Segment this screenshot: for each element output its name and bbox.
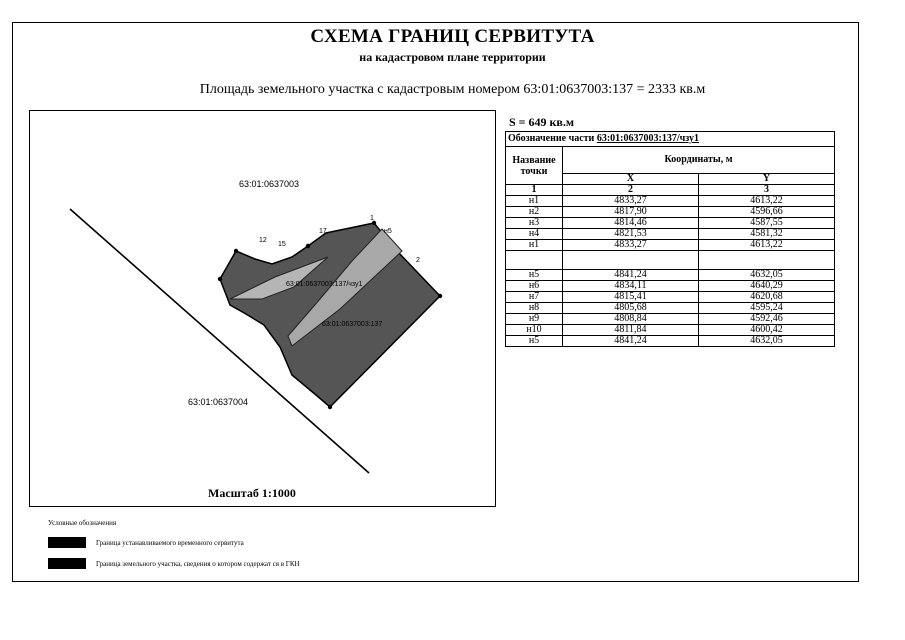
table-row: н4 4821,53 4581,32 (506, 229, 835, 240)
parcel-area-line: Площадь земельного участка с кадастровым номером 63:01:0637003:137 = 2333 кв.м (199, 82, 706, 97)
table-row: н5 4841,24 4632,05 (506, 336, 835, 347)
table-row: н7 4815,41 4620,68 (506, 292, 835, 303)
table-row: н6 4834,11 4640,29 (506, 281, 835, 292)
document-subtitle: на кадастровом плане территории (359, 50, 546, 64)
servitude-area: S = 649 кв.м (509, 115, 575, 129)
cadastral-map (29, 110, 496, 507)
legend-title: Условные обозначения (48, 519, 117, 527)
corner-marker (438, 294, 442, 298)
col-number: 3 (698, 185, 834, 196)
col-number: 2 (563, 185, 699, 196)
point-label-n5: н5 (384, 228, 392, 235)
point-label-12: 12 (259, 237, 267, 244)
table-row: н5 4841,24 4632,05 (506, 270, 835, 281)
document-title: СХЕМА ГРАНИЦ СЕРВИТУТА (310, 26, 595, 47)
col-header-coords: Координаты, м (563, 147, 835, 174)
corner-marker (218, 277, 222, 281)
table-row: н9 4808,84 4592,46 (506, 314, 835, 325)
col-number: 1 (506, 185, 563, 196)
map-scale: Масштаб 1:1000 (208, 486, 296, 500)
legend-swatch-servitude (48, 537, 86, 548)
legend-text-servitude: Граница устанавливаемого временного сервитута (96, 539, 244, 547)
table-spacer-row (506, 251, 835, 270)
point-label-15: 15 (278, 241, 286, 248)
block-label-bottom: 63:01:0637004 (188, 397, 249, 407)
table-row: н2 4817,90 4596,66 (506, 207, 835, 218)
part-designation: Обозначение части 63:01:0637003:137/чзу1 (506, 132, 835, 147)
parcel-label: 63:01:0637003:137 (322, 321, 383, 328)
block-label-top: 63:01:0637003 (239, 179, 300, 189)
col-header-name: Название точки (506, 147, 563, 185)
corner-marker (234, 249, 238, 253)
table-row: н10 4811,84 4600,42 (506, 325, 835, 336)
table-row: н1 4833,27 4613,22 (506, 196, 835, 207)
point-label-1: 1 (370, 215, 374, 222)
col-header-x: X (563, 174, 699, 185)
map-drawing (30, 111, 497, 508)
table-row: н1 4833,27 4613,22 (506, 240, 835, 251)
coordinates-table (505, 131, 835, 347)
point-label-2: 2 (416, 257, 420, 264)
corner-marker (306, 244, 310, 248)
legend-text-parcel: Граница земельного участка, сведения о котором содержат ся в ГКН (96, 560, 300, 568)
corner-marker (328, 405, 332, 409)
col-header-y: Y (698, 174, 834, 185)
legend-swatch-parcel (48, 558, 86, 569)
table-row: н3 4814,46 4587,55 (506, 218, 835, 229)
point-label-17: 17 (319, 228, 327, 235)
table-row: н8 4805,68 4595,24 (506, 303, 835, 314)
part-id: 63:01:0637003:137/чзу1 (596, 133, 700, 144)
servitude-label: 63:01:0637003:137/чзу1 (286, 281, 363, 288)
